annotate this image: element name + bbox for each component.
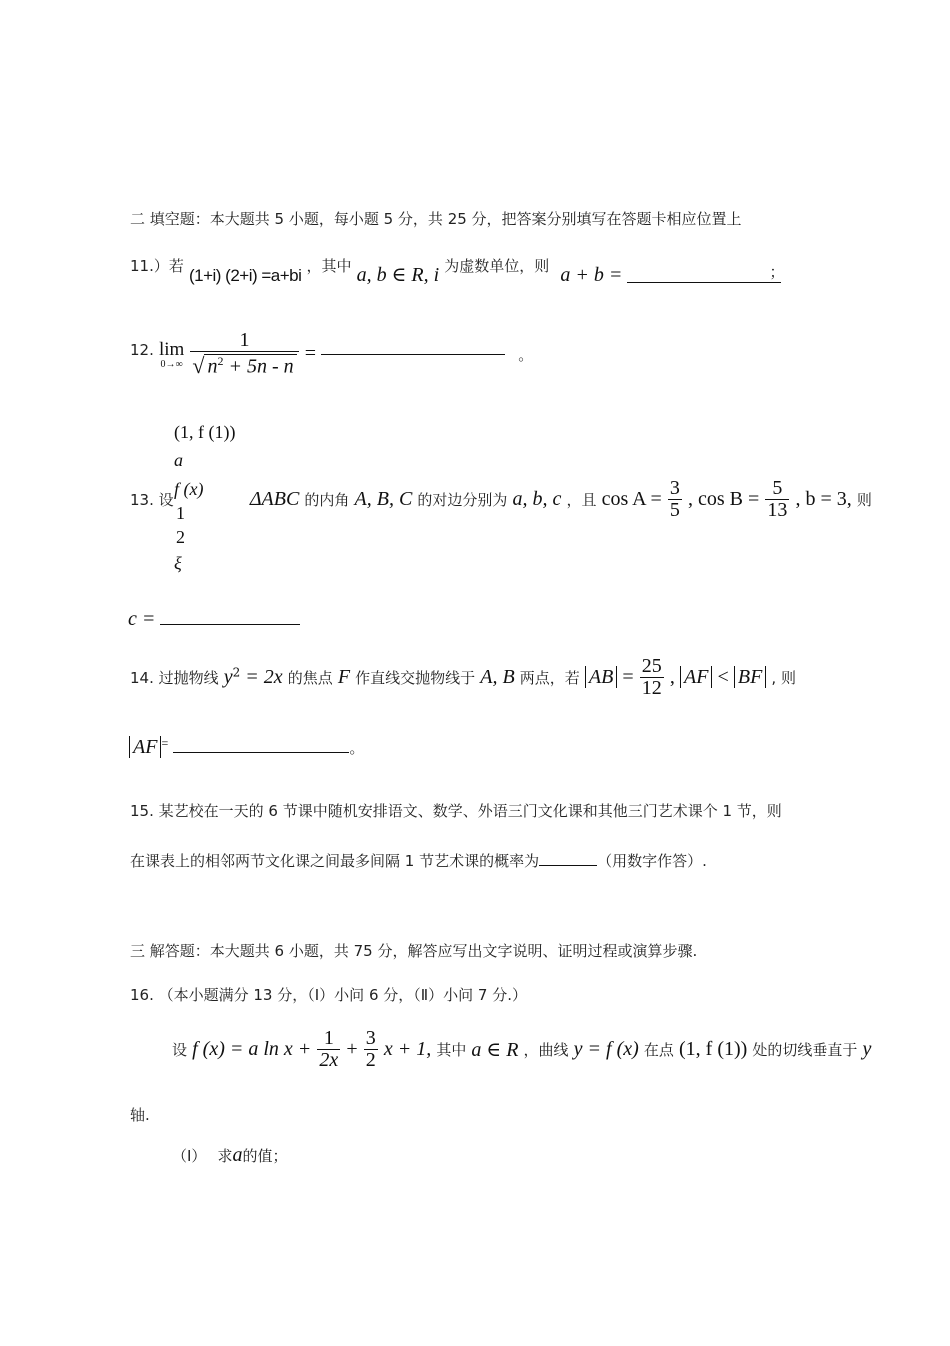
q11-expression: (1+i) (2+i) =a+bi (188, 266, 302, 285)
q16-part1-a: 求 (217, 1147, 233, 1165)
q13-cosB: , cos B = (687, 488, 760, 510)
section-2-heading: 二 填空题：本大题共 5 小题，每小题 5 分，共 25 分，把答案分别填写在答题卡相应位置上 (130, 210, 742, 228)
question-11 (130, 252, 785, 288)
q11-condition: a, b ∈ R, i (356, 264, 440, 286)
q16-tail: x + 1, (383, 1038, 432, 1060)
q16-point: (1, f (1)) (679, 1038, 748, 1060)
q13-stack-xi: ξ (174, 553, 182, 573)
q14-focus: F (337, 666, 351, 688)
q13-fb-num: 5 (772, 477, 783, 499)
q11-end: ； (769, 263, 785, 281)
q16-at-text: 在点 (643, 1041, 674, 1059)
q14-abs-BF: BF (734, 666, 766, 688)
q13-triangle: ΔABC (249, 488, 300, 510)
q13-fraction-a (668, 478, 682, 521)
q13-answer-line (128, 608, 300, 631)
q12-lim-sub: 0→∞ (160, 358, 183, 370)
q13-answer-blank[interactable] (160, 624, 300, 625)
q15-answer-blank[interactable] (539, 865, 597, 866)
q16-perp-text: 处的切线垂直于 (752, 1041, 858, 1059)
q14-abs-AB: AB (585, 666, 617, 688)
q12-number: 12. (130, 341, 154, 359)
q13-text-1: 的内角 (304, 491, 350, 509)
q12-den-tail: n (283, 356, 294, 378)
q14-answer-equals: = (161, 736, 169, 750)
q12-fraction: $\frac{1}{√ n^2 + 5n - n}$ (190, 330, 298, 378)
q12-radicand-tail: + 5n - (223, 356, 284, 378)
q14-abs-AF: AF (680, 666, 712, 688)
q16-plus: + (346, 1038, 358, 1060)
q13-stack-one: 1 (176, 503, 185, 523)
q12-radicand: n (207, 356, 218, 378)
q14-parabola-rest: = 2x (240, 666, 283, 689)
q16-part1-b: 的值； (242, 1147, 288, 1165)
q14-text-1: 的焦点 (287, 669, 333, 687)
q16-f-def: f (x) = a ln x + (192, 1038, 312, 1060)
q13-text-3: ，且 (566, 491, 597, 509)
q13-text-4: 则 (856, 491, 872, 509)
q11-answer-blank[interactable] (627, 282, 781, 283)
q14-frac-den: 12 (641, 677, 662, 699)
q12-numerator: 1 (239, 329, 250, 351)
q15-line-2b: （用数字作答）. (597, 852, 707, 870)
q16-f1-den: 2x (319, 1049, 339, 1071)
q16-formula-line (172, 1028, 871, 1071)
q13-stack-two: 2 (176, 527, 185, 547)
q14-frac-num: 25 (641, 655, 662, 677)
q14-parabola-y: y (223, 666, 233, 689)
q16-curve: y = f (x) (573, 1038, 639, 1060)
question-14 (130, 656, 796, 699)
q11-text-1: ，其中 (306, 257, 352, 275)
q13-stack-fx: f (x) (174, 479, 204, 499)
q13-angles: A, B, C (354, 488, 413, 510)
q16-part-1 (172, 1144, 288, 1167)
q16-f2-num: 3 (365, 1027, 376, 1049)
q14-answer-line (129, 736, 364, 759)
q16-part1-label: （Ⅰ） (172, 1147, 207, 1165)
q13-answer-label: c = (128, 608, 156, 630)
q14-answer-blank[interactable] (173, 752, 349, 753)
q14-text-2: 作直线交抛物线于 (355, 669, 476, 687)
q12-lim: lim (158, 338, 185, 360)
section-3-heading: 三 解答题：本大题共 6 小题，共 75 分，解答应写出文字说明、证明过程或演算步骤. (130, 942, 698, 960)
q14-answer-abs: AF (129, 736, 161, 758)
q14-comma: , (669, 666, 675, 688)
q15-line-2 (130, 850, 707, 871)
q13-stack-a: a (174, 450, 183, 470)
q13-stack-point: (1, f (1)) (174, 422, 236, 442)
q13-fb-den: 13 (767, 499, 788, 521)
q14-parabola-exp: 2 (232, 665, 241, 680)
q11-number: 11.）若 (130, 257, 184, 275)
q12-radicand-exp: 2 (217, 354, 224, 369)
question-13 (130, 478, 872, 521)
q14-equals: = (622, 666, 634, 688)
q15-line-1: 15. 某艺校在一天的 6 节课中随机安排语文、数学、外语三门文化课和其他三门艺术课个 1 节，则 (130, 802, 782, 820)
q14-number: 14. 过抛物线 (130, 669, 219, 687)
q11-text-2: 为虚数单位，则 (444, 257, 550, 275)
q16-fraction-2 (364, 1028, 378, 1071)
q15-line-2a: 在课表上的相邻两节文化课之间最多间隔 1 节艺术课的概率为 (130, 852, 540, 870)
q16-condition: a ∈ R (471, 1039, 519, 1061)
q16-axis-text: 轴. (130, 1106, 150, 1124)
q12-end: 。 (518, 345, 534, 364)
q14-text-4: , 则 (771, 669, 796, 687)
q16-header: 16. （本小题满分 13 分，（Ⅰ）小问 6 分，（Ⅱ）小问 7 分.） (130, 986, 527, 1004)
q16-y-axis: y (862, 1038, 872, 1060)
q16-qizhong: 其中 (436, 1041, 467, 1059)
q16-she: 设 (172, 1041, 188, 1059)
q13-sides: a, b, c (512, 488, 562, 510)
q13-number: 13. 设 (130, 491, 174, 509)
q14-text-3: 两点，若 (519, 669, 580, 687)
q13-cosA: cos A = (601, 488, 662, 510)
q13-text-2: 的对边分别为 (417, 491, 508, 509)
q16-part1-var: a (232, 1144, 243, 1166)
q14-end: 。 (349, 739, 365, 757)
q16-fraction-1 (317, 1028, 340, 1071)
q14-fraction (640, 656, 664, 699)
q16-f1-num: 1 (323, 1027, 334, 1049)
q13-fa-den: 5 (669, 499, 680, 521)
q13-b-value: , b = 3, (795, 488, 852, 510)
q16-f2-den: 2 (365, 1049, 376, 1071)
q13-fa-num: 3 (669, 477, 680, 499)
q12-answer-blank[interactable] (321, 354, 505, 355)
q12-equals: = (304, 342, 316, 365)
q16-curve-text: ，曲线 (523, 1041, 569, 1059)
q14-points: A, B (480, 666, 515, 688)
q11-target: a + b = (560, 264, 623, 286)
q14-less-than: < (717, 666, 729, 688)
q13-fraction-b (765, 478, 789, 521)
question-12 (130, 330, 533, 378)
